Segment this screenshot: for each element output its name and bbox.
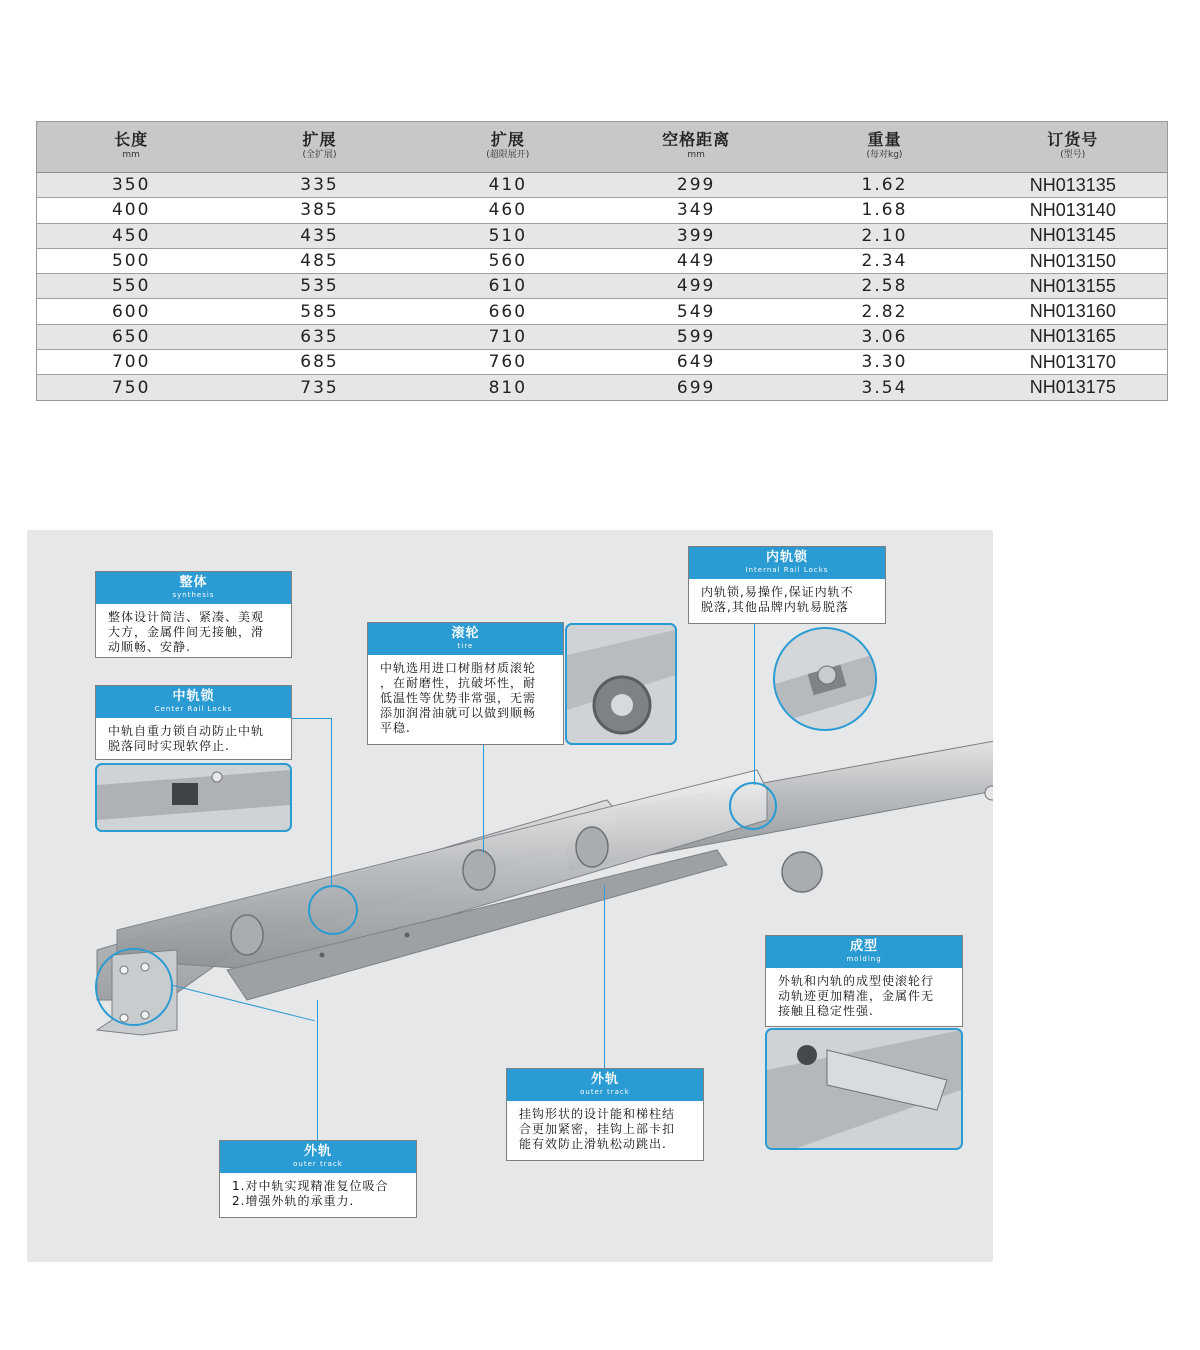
callout-synthesis xyxy=(95,571,292,658)
callout-molding-text: 外轨和内轨的成型使滚轮行 动轨迹更加精准，金属件无 接触且稳定性强. xyxy=(778,974,935,1018)
callout-internal-rail-lock xyxy=(688,546,886,624)
cell-order-number: NH013165 xyxy=(1029,326,1116,347)
cell-over-extension: 510 xyxy=(488,225,528,246)
callout-molding-header: 成型 molding xyxy=(766,936,962,968)
callout-outer-hook-text: 挂钩形状的设计能和梯柱结 合更加紧密，挂钩上部卡扣 能有效防止滑轨松动跳出. xyxy=(519,1107,676,1151)
internal-lock-detail-photo xyxy=(773,627,877,731)
table-row xyxy=(37,198,1167,223)
callout-center-lock-header: 中轨锁 Center Rail Locks xyxy=(96,686,291,718)
cell-clearance: 449 xyxy=(676,251,716,272)
cell-weight: 2.58 xyxy=(861,276,908,297)
cell-clearance: 399 xyxy=(676,225,716,246)
cell-over-extension: 560 xyxy=(488,251,528,272)
outer-hook-connector-line xyxy=(604,885,605,1068)
table-row xyxy=(37,249,1167,274)
tire-photo-icon xyxy=(567,625,675,743)
cell-full-extension: 385 xyxy=(300,200,339,221)
cell-over-extension: 760 xyxy=(488,352,528,373)
callout-center-lock-text: 中轨自重力锁自动防止中轨 脱落同时实现软停止. xyxy=(108,724,265,753)
callout-synthesis-text: 整体设计简洁、紧凑、美观 大方，金属件间无接触，滑 动顺畅、安静. xyxy=(108,610,265,654)
cell-weight: 3.06 xyxy=(861,326,908,347)
cell-length: 650 xyxy=(111,326,151,347)
header-full-extension: 扩展 (全扩展) xyxy=(302,130,337,160)
cell-length: 550 xyxy=(111,276,151,297)
tire-photo xyxy=(565,623,677,745)
cell-over-extension: 660 xyxy=(488,301,528,322)
callout-internal-lock-header: 内轨锁 Internal Rail Locks xyxy=(689,547,885,579)
callout-outer-track-load xyxy=(219,1140,417,1218)
cell-full-extension: 635 xyxy=(300,326,339,347)
table-row xyxy=(37,173,1167,198)
cell-weight: 3.30 xyxy=(861,352,908,373)
header-over-extension: 扩展 (超限展开) xyxy=(486,130,530,160)
cell-length: 700 xyxy=(111,352,151,373)
callout-tire-text: 中轨选用进口树脂材质滚轮 ，在耐磨性，抗破坏性，耐 低温性等优势非常强，无需 添加润滑油就可以做到顺畅 平稳. xyxy=(380,661,537,735)
cell-over-extension: 460 xyxy=(488,200,528,221)
cell-order-number: NH013150 xyxy=(1029,250,1116,271)
cell-full-extension: 735 xyxy=(300,377,339,398)
cell-order-number: NH013155 xyxy=(1029,275,1116,296)
center-lock-connector-v xyxy=(331,718,332,888)
cell-length: 500 xyxy=(111,251,151,272)
cell-clearance: 599 xyxy=(676,326,716,347)
table-row xyxy=(37,325,1167,350)
cell-over-extension: 610 xyxy=(488,276,528,297)
cell-length: 400 xyxy=(111,200,151,221)
outer-load-connector-line xyxy=(317,1000,318,1140)
cell-order-number: NH013175 xyxy=(1029,377,1116,398)
product-diagram-panel xyxy=(27,530,993,1262)
bracket-highlight-circle xyxy=(95,948,173,1026)
tire-connector-line xyxy=(483,745,484,853)
cell-clearance: 549 xyxy=(676,301,716,322)
molding-photo-icon xyxy=(767,1030,961,1148)
lock-detail-icon xyxy=(775,629,875,729)
cell-full-extension: 585 xyxy=(300,301,339,322)
table-row xyxy=(37,224,1167,249)
cell-weight: 1.68 xyxy=(861,200,908,221)
cell-weight: 1.62 xyxy=(861,175,908,196)
cell-full-extension: 485 xyxy=(300,251,339,272)
cell-weight: 2.34 xyxy=(861,251,908,272)
cell-weight: 3.54 xyxy=(861,377,908,398)
spec-table-header xyxy=(37,122,1167,173)
cell-length: 600 xyxy=(111,301,151,322)
callout-outer-track-hook xyxy=(506,1068,704,1161)
center-lock-connector-h xyxy=(292,718,332,719)
spec-table xyxy=(36,121,1168,401)
callout-synthesis-header: 整体 synthesis xyxy=(96,572,291,604)
center-lock-photo xyxy=(95,763,292,832)
cell-clearance: 499 xyxy=(676,276,716,297)
callout-molding xyxy=(765,935,963,1027)
table-row xyxy=(37,274,1167,299)
callout-outer-hook-header: 外轨 outer track xyxy=(507,1069,703,1101)
callout-outer-load-header: 外轨 outer track xyxy=(220,1141,416,1173)
table-row xyxy=(37,375,1167,399)
cell-length: 450 xyxy=(111,225,151,246)
internal-lock-highlight-circle xyxy=(729,782,777,830)
cell-full-extension: 685 xyxy=(300,352,339,373)
cell-weight: 2.82 xyxy=(861,301,908,322)
cell-order-number: NH013135 xyxy=(1029,174,1116,195)
cell-over-extension: 810 xyxy=(488,377,528,398)
header-weight: 重量 (每对kg) xyxy=(866,130,903,160)
cell-full-extension: 535 xyxy=(300,276,339,297)
header-clearance: 空格距离 mm xyxy=(662,130,731,160)
table-row xyxy=(37,299,1167,324)
cell-clearance: 699 xyxy=(676,377,716,398)
center-lock-photo-icon xyxy=(97,765,290,830)
center-lock-highlight-circle xyxy=(308,885,358,935)
callout-outer-load-text: 1.对中轨实现精准复位吸合 2.增强外轨的承重力. xyxy=(232,1179,389,1208)
cell-over-extension: 710 xyxy=(488,326,528,347)
cell-length: 750 xyxy=(111,377,151,398)
callout-tire xyxy=(367,622,564,745)
cell-full-extension: 335 xyxy=(300,175,339,196)
cell-full-extension: 435 xyxy=(300,225,339,246)
callout-internal-lock-text: 内轨锁,易操作,保证内轨不 脱落,其他品牌内轨易脱落 xyxy=(701,585,854,614)
callout-tire-header: 滚轮 tire xyxy=(368,623,563,655)
cell-order-number: NH013140 xyxy=(1029,199,1116,220)
cell-order-number: NH013145 xyxy=(1029,225,1116,246)
cell-order-number: NH013160 xyxy=(1029,301,1116,322)
table-row xyxy=(37,350,1167,375)
cell-clearance: 349 xyxy=(676,200,716,221)
cell-clearance: 299 xyxy=(676,175,716,196)
cell-clearance: 649 xyxy=(676,352,716,373)
callout-center-rail-lock xyxy=(95,685,292,760)
cell-order-number: NH013170 xyxy=(1029,351,1116,372)
cell-length: 350 xyxy=(111,175,151,196)
header-order-number: 订货号 (型号) xyxy=(1047,130,1099,160)
cell-weight: 2.10 xyxy=(861,225,908,246)
molding-photo xyxy=(765,1028,963,1150)
header-length: 长度 mm xyxy=(114,130,149,160)
cell-over-extension: 410 xyxy=(488,175,528,196)
